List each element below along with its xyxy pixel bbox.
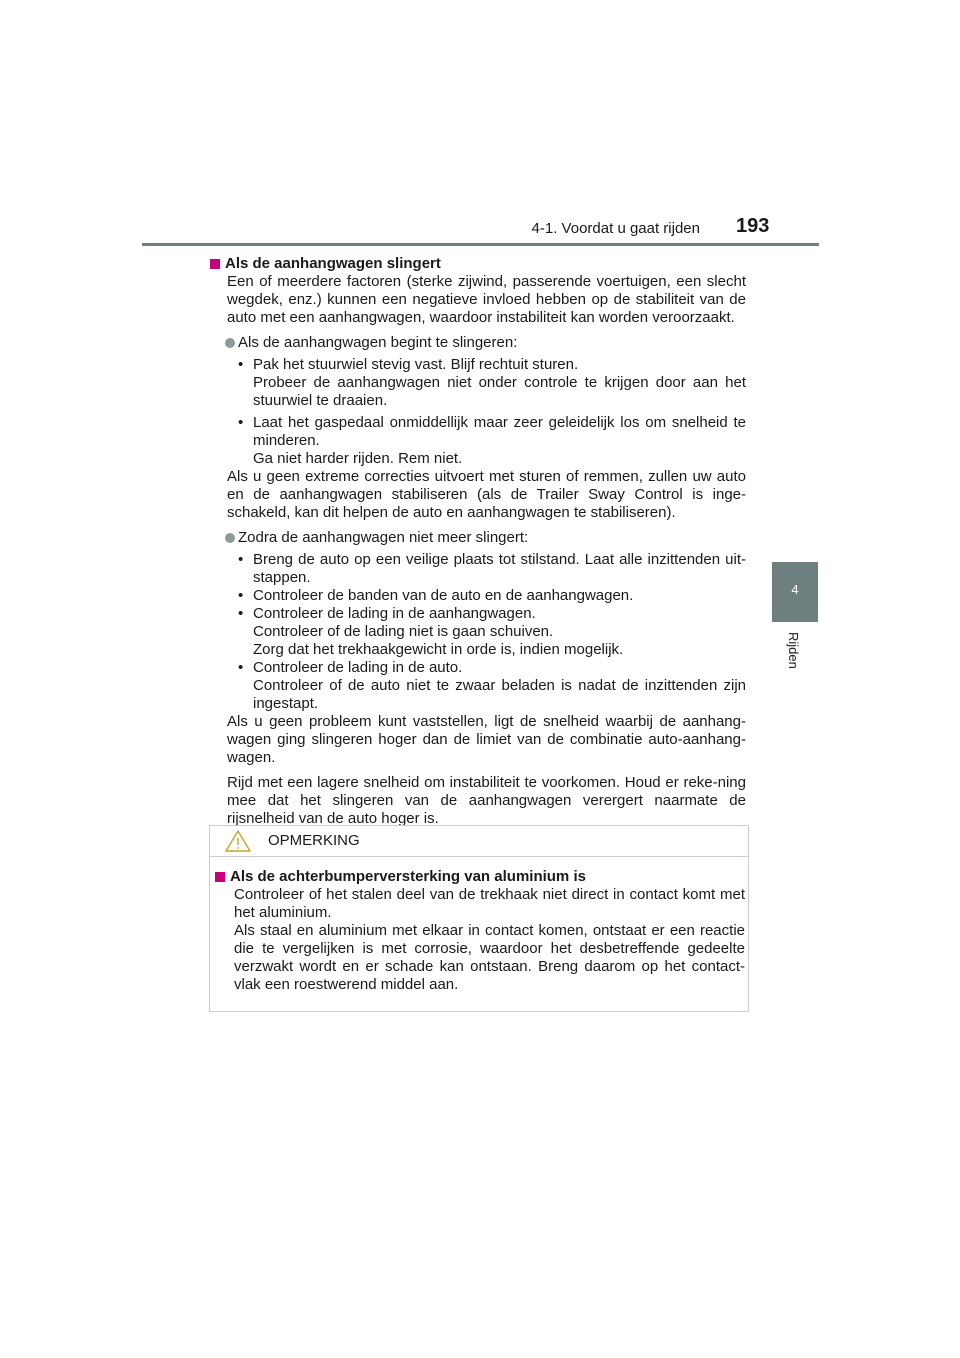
sub-item-text: Laat het gaspedaal onmiddellijk maar zeer geleidelijk los om snelheid te minderen. [253, 414, 746, 449]
sub-bullet-icon: • [238, 587, 244, 604]
sub-item-continuation: Controleer of de auto niet te zwaar beladen is nadat de inzittenden zijn ingestapt. [253, 677, 746, 712]
notice-box [209, 825, 749, 1012]
sub-item-continuation: Controleer of de lading niet is gaan schuiven. [253, 623, 554, 640]
sub-bullet-icon: • [238, 356, 244, 373]
bullet-item [210, 334, 746, 352]
chapter-tab-number: 4 [791, 582, 799, 597]
warning-triangle-icon [224, 829, 252, 858]
notice-body [215, 868, 745, 994]
notice-paragraph: Controleer of het stalen deel van de trekhaak niet direct in contact komt met het aluminium. [234, 886, 745, 921]
sub-bullet-icon: • [238, 551, 244, 568]
sub-item [238, 659, 746, 677]
sub-item [238, 551, 746, 587]
chapter-tab-label-wrap [784, 632, 806, 692]
notice-heading [215, 868, 745, 886]
sub-item-continuation: Probeer de aanhangwagen niet onder controle te krijgen door aan het stuurwiel te draaien. [253, 374, 746, 409]
section-intro: Een of meerdere factoren (sterke zijwind, passerende voertuigen, een slecht wegdek, enz.) kunnen een negatieve invloed hebben op de stabiliteit van de auto met een aanhangwagen, waardoor instabiliteit kan worden veroorzaakt. [227, 273, 746, 326]
sub-item-continuation: Ga niet harder rijden. Rem niet. [253, 450, 463, 467]
header-chapter: 4-1. Voordat u gaat rijden [531, 220, 700, 237]
heading-square-icon [215, 872, 225, 882]
sub-bullet-icon: • [238, 605, 244, 622]
chapter-tab-label: Rijden [786, 632, 801, 669]
bullet-followup: Als u geen probleem kunt vaststellen, ligt de snelheid waarbij de aanhang-wagen ging slingeren hoger dan de limiet van de combinatie auto-aanhang-wagen. [227, 713, 746, 766]
bullet-item [210, 529, 746, 547]
notice-title: OPMERKING [268, 832, 360, 849]
sub-item-text: Breng de auto op een veilige plaats tot stilstand. Laat alle inzittenden uit-stappen. [253, 551, 746, 586]
notice-heading-text: Als de achterbumperversterking van aluminium is [230, 868, 586, 885]
header-rule [142, 243, 819, 246]
section-heading-text: Als de aanhangwagen slingert [225, 255, 441, 272]
sub-item-text: Controleer de lading in de auto. [253, 659, 463, 676]
sub-item [238, 414, 746, 450]
bullet-dot-icon [225, 533, 235, 543]
bullet-text: Zodra de aanhangwagen niet meer slingert: [238, 529, 529, 546]
notice-header [210, 826, 748, 857]
main-content [210, 255, 746, 828]
sub-item-text: Pak het stuurwiel stevig vast. Blijf rechtuit sturen. [253, 356, 579, 373]
sub-item-continuation: Zorg dat het trekhaakgewicht in orde is, indien mogelijk. [253, 641, 624, 658]
bullet-text: Als de aanhangwagen begint te slingeren: [238, 334, 518, 351]
notice-paragraph: Als staal en aluminium met elkaar in contact komen, ontstaat er een reactie die te vergelijken is met corrosie, waardoor het desbetreffende gedeelte verzwakt wordt en er schade kan ontstaan. Breng daarom op het contact-vlak een roestwerend middel aan. [234, 922, 745, 993]
sub-item [238, 356, 746, 374]
sub-bullet-icon: • [238, 659, 244, 676]
bullet-followup: Rijd met een lagere snelheid om instabiliteit te voorkomen. Houd er reke-ning mee dat het slingeren van de aanhangwagen verergert naarmate de rijsnelheid van de auto hoger is. [227, 774, 746, 827]
sub-item [238, 605, 746, 623]
section-heading [210, 255, 746, 273]
sub-item-text: Controleer de lading in de aanhangwagen. [253, 605, 536, 622]
sub-item [238, 587, 746, 605]
sub-item-text: Controleer de banden van de auto en de aanhangwagen. [253, 587, 634, 604]
bullet-followup: Als u geen extreme correcties uitvoert met sturen of remmen, zullen uw auto en de aanhangwagen stabiliseren (als de Trailer Sway Control is inge-schakeld, kan dit helpen de auto en aanhangwagen te stabiliseren). [227, 468, 746, 521]
heading-square-icon [210, 259, 220, 269]
chapter-tab [772, 562, 818, 622]
bullet-dot-icon [225, 338, 235, 348]
sub-bullet-icon: • [238, 414, 244, 431]
page-number: 193 [736, 215, 770, 237]
